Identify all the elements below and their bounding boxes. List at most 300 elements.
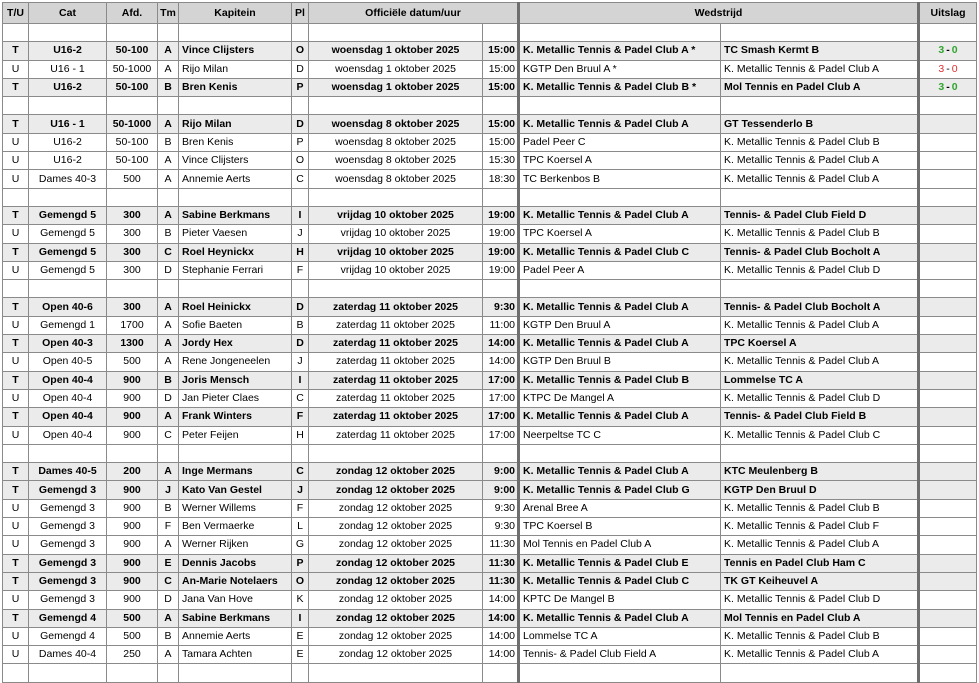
cell-pl: L — [292, 518, 309, 536]
cell-date: zondag 12 oktober 2025 — [309, 609, 483, 627]
cell-afd: 50-100 — [107, 78, 158, 96]
score-home: 3 — [938, 81, 945, 94]
empty-cell — [519, 280, 721, 298]
cell-tm: F — [158, 518, 179, 536]
cell-date: vrijdag 10 oktober 2025 — [309, 225, 483, 243]
cell-home-team: K. Metallic Tennis & Padel Club B — [519, 371, 721, 389]
match-row — [3, 316, 977, 334]
cell-cat: Open 40-4 — [29, 371, 107, 389]
cell-kapitein: Bren Kenis — [179, 133, 292, 151]
cell-away-team: Mol Tennis en Padel Club A — [721, 78, 919, 96]
empty-cell — [3, 664, 29, 682]
cell-score — [919, 206, 977, 224]
cell-time: 11:00 — [483, 316, 519, 334]
cell-afd: 1700 — [107, 316, 158, 334]
cell-tm: E — [158, 554, 179, 572]
match-row — [3, 170, 977, 188]
cell-tm: A — [158, 536, 179, 554]
cell-away-team: K. Metallic Tennis & Padel Club D — [721, 389, 919, 407]
cell-away-team: TK GT Keiheuvel A — [721, 572, 919, 590]
cell-home-team: K. Metallic Tennis & Padel Club A — [519, 335, 721, 353]
cell-away-team: KTC Meulenberg B — [721, 463, 919, 481]
cell-tm: B — [158, 371, 179, 389]
empty-cell — [309, 664, 483, 682]
cell-kapitein: Roel Heinickx — [179, 298, 292, 316]
cell-pl: E — [292, 627, 309, 645]
cell-cat: Open 40-4 — [29, 426, 107, 444]
empty-cell — [107, 280, 158, 298]
cell-kapitein: Peter Feijen — [179, 426, 292, 444]
cell-tm: A — [158, 206, 179, 224]
match-row — [3, 518, 977, 536]
cell-kapitein: Stephanie Ferrari — [179, 261, 292, 279]
empty-cell — [107, 97, 158, 115]
empty-cell — [309, 97, 483, 115]
cell-away-team: Lommelse TC A — [721, 371, 919, 389]
empty-cell — [29, 97, 107, 115]
cell-afd: 300 — [107, 298, 158, 316]
cell-tm: C — [158, 572, 179, 590]
empty-cell — [292, 24, 309, 42]
cell-score — [919, 389, 977, 407]
cell-time: 17:00 — [483, 408, 519, 426]
match-row — [3, 115, 977, 133]
match-row — [3, 646, 977, 664]
empty-cell — [919, 280, 977, 298]
match-row — [3, 152, 977, 170]
cell-tm: D — [158, 591, 179, 609]
cell-home-team: Padel Peer A — [519, 261, 721, 279]
cell-afd: 50-100 — [107, 152, 158, 170]
header-row — [3, 3, 977, 24]
cell-pl: O — [292, 572, 309, 590]
cell-home-team: K. Metallic Tennis & Padel Club A — [519, 206, 721, 224]
cell-afd: 900 — [107, 408, 158, 426]
score-separator: - — [946, 62, 950, 75]
cell-score — [919, 170, 977, 188]
match-row — [3, 554, 977, 572]
cell-pl: I — [292, 206, 309, 224]
cell-tu: U — [3, 353, 29, 371]
cell-cat: Gemengd 3 — [29, 536, 107, 554]
spacer-row — [3, 24, 977, 42]
empty-cell — [179, 24, 292, 42]
match-row — [3, 353, 977, 371]
cell-tu: T — [3, 572, 29, 590]
cell-date: zaterdag 11 oktober 2025 — [309, 408, 483, 426]
cell-kapitein: Vince Clijsters — [179, 152, 292, 170]
cell-cat: U16-2 — [29, 78, 107, 96]
cell-time: 17:00 — [483, 426, 519, 444]
cell-pl: F — [292, 408, 309, 426]
match-row — [3, 609, 977, 627]
cell-pl: G — [292, 536, 309, 554]
empty-cell — [107, 24, 158, 42]
cell-kapitein: Pieter Vaesen — [179, 225, 292, 243]
empty-cell — [3, 24, 29, 42]
cell-tm: A — [158, 646, 179, 664]
cell-tm: A — [158, 42, 179, 60]
cell-time: 14:00 — [483, 646, 519, 664]
cell-date: woensdag 8 oktober 2025 — [309, 115, 483, 133]
cell-pl: E — [292, 646, 309, 664]
cell-date: woensdag 8 oktober 2025 — [309, 170, 483, 188]
cell-score — [919, 591, 977, 609]
spacer-row — [3, 664, 977, 682]
cell-time: 9:00 — [483, 481, 519, 499]
cell-home-team: KGTP Den Bruul A — [519, 316, 721, 334]
empty-cell — [483, 24, 519, 42]
empty-cell — [721, 664, 919, 682]
cell-afd: 300 — [107, 261, 158, 279]
header-tm: Tm — [158, 3, 179, 24]
empty-cell — [179, 280, 292, 298]
cell-afd: 900 — [107, 389, 158, 407]
cell-pl: P — [292, 133, 309, 151]
cell-tu: U — [3, 627, 29, 645]
empty-cell — [292, 188, 309, 206]
cell-tu: U — [3, 170, 29, 188]
cell-time: 19:00 — [483, 225, 519, 243]
cell-tu: T — [3, 243, 29, 261]
cell-home-team: Padel Peer C — [519, 133, 721, 151]
cell-tu: U — [3, 316, 29, 334]
cell-time: 15:00 — [483, 42, 519, 60]
cell-tu: T — [3, 463, 29, 481]
empty-cell — [29, 188, 107, 206]
cell-tm: D — [158, 389, 179, 407]
match-row — [3, 225, 977, 243]
cell-time: 14:00 — [483, 335, 519, 353]
cell-kapitein: Werner Rijken — [179, 536, 292, 554]
match-row — [3, 261, 977, 279]
cell-cat: Open 40-5 — [29, 353, 107, 371]
cell-tm: A — [158, 60, 179, 78]
cell-score — [919, 536, 977, 554]
cell-score — [919, 353, 977, 371]
cell-tu: T — [3, 78, 29, 96]
cell-kapitein: Annemie Aerts — [179, 627, 292, 645]
header-wedstrijd: Wedstrijd — [519, 3, 919, 24]
cell-date: zaterdag 11 oktober 2025 — [309, 335, 483, 353]
cell-home-team: Neerpeltse TC C — [519, 426, 721, 444]
empty-cell — [158, 24, 179, 42]
cell-tu: T — [3, 335, 29, 353]
cell-afd: 50-1000 — [107, 115, 158, 133]
cell-score — [919, 261, 977, 279]
empty-cell — [179, 444, 292, 462]
empty-cell — [519, 664, 721, 682]
cell-kapitein: Frank Winters — [179, 408, 292, 426]
empty-cell — [919, 24, 977, 42]
cell-time: 9:30 — [483, 298, 519, 316]
cell-kapitein: Rijo Milan — [179, 60, 292, 78]
cell-tu: T — [3, 481, 29, 499]
header-tu: T/U — [3, 3, 29, 24]
match-row — [3, 408, 977, 426]
cell-pl: J — [292, 225, 309, 243]
cell-tm: A — [158, 316, 179, 334]
match-row — [3, 78, 977, 96]
cell-pl: C — [292, 170, 309, 188]
cell-date: zaterdag 11 oktober 2025 — [309, 353, 483, 371]
empty-cell — [519, 97, 721, 115]
cell-date: zondag 12 oktober 2025 — [309, 463, 483, 481]
cell-pl: B — [292, 316, 309, 334]
cell-cat: Gemengd 3 — [29, 591, 107, 609]
cell-time: 19:00 — [483, 243, 519, 261]
cell-pl: D — [292, 335, 309, 353]
cell-home-team: K. Metallic Tennis & Padel Club C — [519, 243, 721, 261]
cell-tu: U — [3, 152, 29, 170]
cell-date: woensdag 1 oktober 2025 — [309, 78, 483, 96]
cell-tm: A — [158, 408, 179, 426]
cell-away-team: Tennis- & Padel Club Bocholt A — [721, 298, 919, 316]
cell-tu: T — [3, 609, 29, 627]
cell-cat: Gemengd 1 — [29, 316, 107, 334]
cell-kapitein: Jana Van Hove — [179, 591, 292, 609]
cell-date: zaterdag 11 oktober 2025 — [309, 316, 483, 334]
cell-home-team: K. Metallic Tennis & Padel Club A — [519, 609, 721, 627]
cell-away-team: Tennis- & Padel Club Field D — [721, 206, 919, 224]
cell-cat: U16 - 1 — [29, 115, 107, 133]
cell-tm: J — [158, 481, 179, 499]
cell-tm: C — [158, 243, 179, 261]
header-afd: Afd. — [107, 3, 158, 24]
cell-date: zaterdag 11 oktober 2025 — [309, 426, 483, 444]
cell-home-team: TPC Koersel A — [519, 225, 721, 243]
header-cat: Cat — [29, 3, 107, 24]
cell-time: 19:00 — [483, 206, 519, 224]
empty-cell — [107, 188, 158, 206]
cell-cat: Gemengd 4 — [29, 627, 107, 645]
cell-tu: U — [3, 536, 29, 554]
cell-away-team: TPC Koersel A — [721, 335, 919, 353]
cell-afd: 250 — [107, 646, 158, 664]
cell-away-team: K. Metallic Tennis & Padel Club F — [721, 518, 919, 536]
cell-score — [919, 298, 977, 316]
cell-date: woensdag 8 oktober 2025 — [309, 152, 483, 170]
cell-afd: 500 — [107, 609, 158, 627]
cell-date: zondag 12 oktober 2025 — [309, 536, 483, 554]
spacer-row — [3, 280, 977, 298]
cell-cat: Gemengd 5 — [29, 261, 107, 279]
cell-tu: U — [3, 389, 29, 407]
cell-date: zaterdag 11 oktober 2025 — [309, 389, 483, 407]
cell-pl: D — [292, 115, 309, 133]
empty-cell — [179, 188, 292, 206]
cell-score — [919, 627, 977, 645]
cell-time: 19:00 — [483, 261, 519, 279]
cell-tu: U — [3, 591, 29, 609]
cell-date: zondag 12 oktober 2025 — [309, 627, 483, 645]
empty-cell — [107, 664, 158, 682]
cell-tm: C — [158, 426, 179, 444]
score-separator: - — [946, 81, 950, 94]
cell-tm: B — [158, 78, 179, 96]
empty-cell — [919, 664, 977, 682]
match-row — [3, 627, 977, 645]
cell-away-team: K. Metallic Tennis & Padel Club B — [721, 225, 919, 243]
cell-cat: Open 40-4 — [29, 389, 107, 407]
cell-cat: Open 40-6 — [29, 298, 107, 316]
empty-cell — [158, 188, 179, 206]
cell-home-team: KTPC De Mangel A — [519, 389, 721, 407]
cell-away-team: K. Metallic Tennis & Padel Club A — [721, 353, 919, 371]
cell-home-team: K. Metallic Tennis & Padel Club A — [519, 115, 721, 133]
cell-home-team: KGTP Den Bruul B — [519, 353, 721, 371]
cell-score — [919, 316, 977, 334]
cell-time: 14:00 — [483, 609, 519, 627]
cell-time: 18:30 — [483, 170, 519, 188]
cell-score — [919, 646, 977, 664]
cell-tu: T — [3, 408, 29, 426]
cell-score — [919, 554, 977, 572]
empty-cell — [919, 97, 977, 115]
empty-cell — [179, 664, 292, 682]
cell-tu: U — [3, 60, 29, 78]
cell-score — [919, 426, 977, 444]
empty-cell — [721, 97, 919, 115]
empty-cell — [292, 664, 309, 682]
cell-kapitein: Werner Willems — [179, 499, 292, 517]
cell-kapitein: Inge Mermans — [179, 463, 292, 481]
match-row — [3, 298, 977, 316]
empty-cell — [721, 444, 919, 462]
cell-tm: D — [158, 261, 179, 279]
cell-kapitein: Vince Clijsters — [179, 42, 292, 60]
cell-pl: P — [292, 554, 309, 572]
cell-tu: T — [3, 206, 29, 224]
cell-cat: Open 40-3 — [29, 335, 107, 353]
cell-away-team: TC Smash Kermt B — [721, 42, 919, 60]
schedule-body — [3, 24, 977, 683]
cell-cat: Gemengd 3 — [29, 554, 107, 572]
cell-away-team: GT Tessenderlo B — [721, 115, 919, 133]
cell-kapitein: Joris Mensch — [179, 371, 292, 389]
empty-cell — [721, 188, 919, 206]
cell-cat: U16-2 — [29, 42, 107, 60]
cell-away-team: K. Metallic Tennis & Padel Club D — [721, 591, 919, 609]
cell-away-team: K. Metallic Tennis & Padel Club A — [721, 152, 919, 170]
cell-date: zondag 12 oktober 2025 — [309, 481, 483, 499]
cell-cat: Gemengd 3 — [29, 499, 107, 517]
cell-score — [919, 481, 977, 499]
match-row — [3, 572, 977, 590]
cell-home-team: Tennis- & Padel Club Field A — [519, 646, 721, 664]
cell-afd: 900 — [107, 572, 158, 590]
cell-pl: I — [292, 371, 309, 389]
cell-time: 15:00 — [483, 60, 519, 78]
empty-cell — [158, 664, 179, 682]
spacer-row — [3, 188, 977, 206]
cell-afd: 200 — [107, 463, 158, 481]
empty-cell — [107, 444, 158, 462]
empty-cell — [29, 280, 107, 298]
cell-kapitein: Sofie Baeten — [179, 316, 292, 334]
cell-pl: C — [292, 389, 309, 407]
match-row — [3, 335, 977, 353]
cell-kapitein: Rijo Milan — [179, 115, 292, 133]
cell-home-team: K. Metallic Tennis & Padel Club G — [519, 481, 721, 499]
cell-score — [919, 225, 977, 243]
empty-cell — [309, 188, 483, 206]
empty-cell — [158, 97, 179, 115]
cell-cat: Gemengd 5 — [29, 225, 107, 243]
cell-kapitein: Tamara Achten — [179, 646, 292, 664]
cell-pl: C — [292, 463, 309, 481]
cell-afd: 900 — [107, 536, 158, 554]
cell-tu: U — [3, 426, 29, 444]
cell-time: 11:30 — [483, 572, 519, 590]
cell-tm: A — [158, 170, 179, 188]
cell-pl: O — [292, 42, 309, 60]
cell-score — [919, 371, 977, 389]
cell-pl: J — [292, 353, 309, 371]
match-row — [3, 481, 977, 499]
cell-away-team: K. Metallic Tennis & Padel Club A — [721, 170, 919, 188]
empty-cell — [721, 24, 919, 42]
cell-tm: A — [158, 298, 179, 316]
cell-time: 9:30 — [483, 518, 519, 536]
cell-pl: J — [292, 481, 309, 499]
score-away: 0 — [951, 62, 958, 75]
cell-tu: U — [3, 646, 29, 664]
cell-kapitein: Sabine Berkmans — [179, 609, 292, 627]
empty-cell — [519, 24, 721, 42]
cell-kapitein: Roel Heynickx — [179, 243, 292, 261]
cell-home-team: K. Metallic Tennis & Padel Club E — [519, 554, 721, 572]
cell-score — [919, 42, 977, 60]
cell-pl: O — [292, 152, 309, 170]
cell-afd: 500 — [107, 170, 158, 188]
cell-score — [919, 133, 977, 151]
cell-time: 9:30 — [483, 499, 519, 517]
cell-cat: Gemengd 5 — [29, 206, 107, 224]
empty-cell — [3, 280, 29, 298]
cell-kapitein: An-Marie Notelaers — [179, 572, 292, 590]
cell-time: 17:00 — [483, 389, 519, 407]
cell-afd: 50-1000 — [107, 60, 158, 78]
cell-date: zondag 12 oktober 2025 — [309, 518, 483, 536]
cell-afd: 300 — [107, 243, 158, 261]
cell-score — [919, 572, 977, 590]
cell-score — [919, 518, 977, 536]
cell-pl: H — [292, 243, 309, 261]
empty-cell — [179, 97, 292, 115]
empty-cell — [3, 188, 29, 206]
cell-cat: U16-2 — [29, 133, 107, 151]
cell-away-team: K. Metallic Tennis & Padel Club A — [721, 536, 919, 554]
cell-home-team: TC Berkenbos B — [519, 170, 721, 188]
empty-cell — [483, 664, 519, 682]
empty-cell — [292, 97, 309, 115]
cell-home-team: Mol Tennis en Padel Club A — [519, 536, 721, 554]
cell-kapitein: Jordy Hex — [179, 335, 292, 353]
cell-date: zondag 12 oktober 2025 — [309, 554, 483, 572]
cell-kapitein: Sabine Berkmans — [179, 206, 292, 224]
cell-afd: 500 — [107, 627, 158, 645]
cell-home-team: Arenal Bree A — [519, 499, 721, 517]
cell-home-team: K. Metallic Tennis & Padel Club A — [519, 298, 721, 316]
cell-score — [919, 243, 977, 261]
empty-cell — [483, 97, 519, 115]
cell-afd: 300 — [107, 206, 158, 224]
cell-date: woensdag 1 oktober 2025 — [309, 60, 483, 78]
cell-tm: B — [158, 133, 179, 151]
cell-tu: U — [3, 518, 29, 536]
cell-score — [919, 78, 977, 96]
